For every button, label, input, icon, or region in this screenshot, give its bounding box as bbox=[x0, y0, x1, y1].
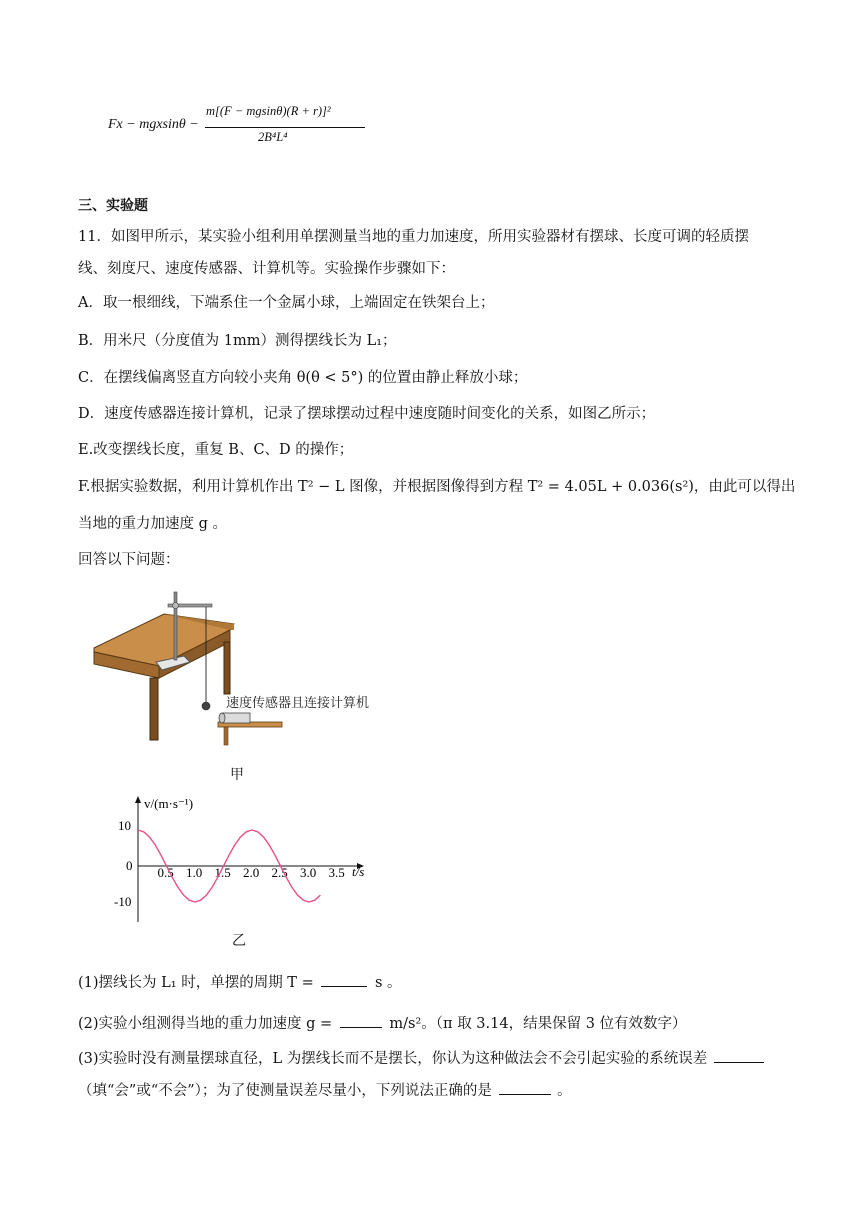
step-e: E.改变摆线长度，重复 B、C、D 的操作； bbox=[78, 442, 354, 458]
y-tick-label: -10 bbox=[114, 894, 132, 909]
fraction-bar bbox=[205, 127, 365, 128]
q1-answer-blank[interactable] bbox=[321, 972, 367, 987]
step-a: A．取一根细线，下端系住一个金属小球，上端固定在铁架台上； bbox=[78, 295, 495, 311]
energy-formula bbox=[108, 100, 368, 160]
step-c: C．在摆线偏离竖直方向较小夹角 θ(θ < 5°) 的位置由静止释放小球； bbox=[78, 370, 528, 386]
y-tick-label: 0 bbox=[126, 858, 133, 873]
sub-question-1 bbox=[78, 972, 402, 993]
q1-unit: s 。 bbox=[374, 975, 402, 991]
table-leg bbox=[224, 642, 230, 694]
velocity-time-chart bbox=[108, 790, 388, 930]
step-b: B．用米尺（分度值为 1mm）测得摆线长为 L₁； bbox=[78, 333, 397, 349]
y-axis-arrow bbox=[135, 796, 141, 803]
x-tick-label: 0.5 bbox=[157, 865, 174, 880]
velocity-sensor bbox=[222, 713, 250, 723]
q3-answer-blank-1[interactable] bbox=[714, 1048, 764, 1063]
q3-text-3: 。 bbox=[557, 1083, 572, 1099]
x-axis-label: t/s bbox=[352, 864, 365, 879]
y-tick-label: 10 bbox=[118, 818, 131, 833]
x-tick-label: 3.5 bbox=[328, 865, 345, 880]
sub-question-3-line-1 bbox=[78, 1048, 764, 1069]
x-tick-label: 2.5 bbox=[271, 865, 288, 880]
figure-yi-caption: 乙 bbox=[232, 933, 246, 949]
q2-text: (2)实验小组测得当地的重力加速度 g = bbox=[78, 1016, 333, 1032]
x-tick-label: 1.0 bbox=[186, 865, 203, 880]
formula-numerator: m[(F − mgsinθ)(R + r)]² bbox=[206, 104, 331, 118]
x-tick-label: 1.5 bbox=[214, 865, 231, 880]
q3-text: (3)实验时没有测量摆球直径，L 为摆线长而不是摆长，你认为这种做法会不会引起实验的系统误差 bbox=[78, 1051, 708, 1067]
table-leg bbox=[150, 678, 158, 740]
sensor-label: 速度传感器且连接计算机 bbox=[226, 696, 370, 711]
formula-lhs: Fx − mgxsinθ − bbox=[108, 117, 199, 132]
sub-question-2 bbox=[78, 1013, 687, 1034]
q1-text: (1)摆线长为 L₁ 时，单摆的周期 T = bbox=[78, 975, 314, 991]
q2-unit: m/s²。（π 取 3.14，结果保留 3 位有效数字） bbox=[389, 1016, 687, 1032]
figure-jia-caption: 甲 bbox=[230, 767, 244, 783]
x-tick-label: 2.0 bbox=[243, 865, 260, 880]
formula-denominator: 2B⁴L⁴ bbox=[258, 130, 288, 144]
section-title: 三、实验题 bbox=[78, 198, 148, 214]
question-intro-line-2: 线、刻度尺、速度传感器、计算机等。实验操作步骤如下： bbox=[78, 261, 455, 277]
pendulum-apparatus-figure bbox=[84, 586, 404, 746]
pendulum-bob bbox=[202, 702, 210, 710]
answer-prompt: 回答以下问题： bbox=[78, 552, 180, 568]
q2-answer-blank[interactable] bbox=[340, 1013, 382, 1028]
x-tick-label: 3.0 bbox=[300, 865, 317, 880]
sub-question-3-line-2 bbox=[78, 1080, 572, 1101]
step-f-line-2: 当地的重力加速度 g 。 bbox=[78, 516, 227, 532]
step-f-line-1: F.根据实验数据，利用计算机作出 T² − L 图像，并根据图像得到方程 T² = 4.05L + 0.036(s²)，由此可以得出 bbox=[78, 479, 796, 495]
q3-answer-blank-2[interactable] bbox=[499, 1080, 551, 1095]
step-d: D．速度传感器连接计算机，记录了摆球摆动过程中速度随时间变化的关系，如图乙所示； bbox=[78, 406, 656, 422]
y-axis-label: v/(m·s⁻¹) bbox=[144, 796, 194, 811]
question-intro-line-1: 11．如图甲所示，某实验小组利用单摆测量当地的重力加速度，所用实验器材有摆球、长度可调的轻质摆 bbox=[78, 229, 749, 245]
q3-text-2: （填“会”或“不会”）；为了使测量误差尽量小，下列说法正确的是 bbox=[78, 1083, 492, 1099]
